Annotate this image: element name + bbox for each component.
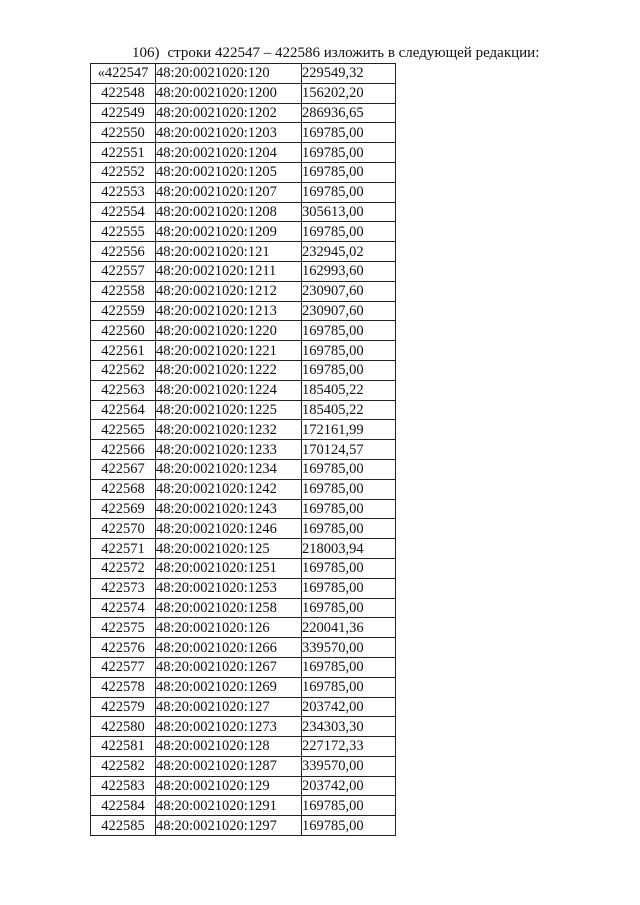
cadastral-number-cell: 48:20:0021020:127	[156, 697, 302, 717]
row-number-cell: 422584	[91, 796, 156, 816]
cadastral-number-cell: 48:20:0021020:1242	[156, 479, 302, 499]
row-number-cell: 422557	[91, 261, 156, 281]
value-cell: 234303,30	[302, 717, 396, 737]
row-number-cell: 422567	[91, 459, 156, 479]
value-cell: 169785,00	[302, 677, 396, 697]
value-cell: 170124,57	[302, 440, 396, 460]
value-cell: 162993,60	[302, 261, 396, 281]
value-cell: 339570,00	[302, 756, 396, 776]
table-row	[91, 459, 396, 479]
row-number-cell: 422549	[91, 103, 156, 123]
table-row	[91, 440, 396, 460]
item-number: 106)	[132, 45, 160, 61]
cadastral-number-cell: 48:20:0021020:1287	[156, 756, 302, 776]
table-row	[91, 618, 396, 638]
cadastral-number-cell: 48:20:0021020:1208	[156, 202, 302, 222]
table-row	[91, 638, 396, 658]
row-number-cell: 422583	[91, 776, 156, 796]
value-cell: 227172,33	[302, 737, 396, 757]
table-row	[91, 420, 396, 440]
value-cell: 305613,00	[302, 202, 396, 222]
row-number-cell: 422573	[91, 578, 156, 598]
cadastral-number-cell: 48:20:0021020:1224	[156, 380, 302, 400]
row-number-cell: 422576	[91, 638, 156, 658]
table-row	[91, 202, 396, 222]
cadastral-number-cell: 48:20:0021020:1207	[156, 182, 302, 202]
row-number-cell: 422565	[91, 420, 156, 440]
value-cell: 169785,00	[302, 657, 396, 677]
value-cell: 169785,00	[302, 519, 396, 539]
row-number-cell: 422570	[91, 519, 156, 539]
value-cell: 220041,36	[302, 618, 396, 638]
table-row	[91, 341, 396, 361]
cadastral-number-cell: 48:20:0021020:1225	[156, 400, 302, 420]
cadastral-number-cell: 48:20:0021020:125	[156, 539, 302, 559]
cadastral-number-cell: 48:20:0021020:1213	[156, 301, 302, 321]
row-number-cell: 422579	[91, 697, 156, 717]
row-number-cell: 422548	[91, 83, 156, 103]
value-cell: 169785,00	[302, 360, 396, 380]
value-cell: 169785,00	[302, 499, 396, 519]
value-cell: 169785,00	[302, 321, 396, 341]
table-row	[91, 64, 396, 84]
value-cell: 185405,22	[302, 380, 396, 400]
row-number-cell: 422575	[91, 618, 156, 638]
value-cell: 156202,20	[302, 83, 396, 103]
cadastral-number-cell: 48:20:0021020:1211	[156, 261, 302, 281]
row-number-cell: 422555	[91, 222, 156, 242]
value-cell: 169785,00	[302, 123, 396, 143]
cadastral-number-cell: 48:20:0021020:1246	[156, 519, 302, 539]
cadastral-number-cell: 48:20:0021020:1232	[156, 420, 302, 440]
cadastral-number-cell: 48:20:0021020:1251	[156, 558, 302, 578]
value-cell: 232945,02	[302, 242, 396, 262]
value-cell: 169785,00	[302, 796, 396, 816]
value-cell: 203742,00	[302, 776, 396, 796]
row-number-cell: 422559	[91, 301, 156, 321]
cadastral-number-cell: 48:20:0021020:1233	[156, 440, 302, 460]
table-row	[91, 261, 396, 281]
row-number-cell: 422563	[91, 380, 156, 400]
table-row	[91, 558, 396, 578]
row-number-cell: 422578	[91, 677, 156, 697]
cadastral-number-cell: 48:20:0021020:120	[156, 64, 302, 84]
cadastral-number-cell: 48:20:0021020:1222	[156, 360, 302, 380]
value-cell: 169785,00	[302, 578, 396, 598]
table-row	[91, 737, 396, 757]
row-number-cell: 422556	[91, 242, 156, 262]
table-row	[91, 598, 396, 618]
table-row	[91, 103, 396, 123]
row-number-cell: 422580	[91, 717, 156, 737]
table-row	[91, 578, 396, 598]
row-number-cell: «422547	[91, 64, 156, 84]
cadastral-number-cell: 48:20:0021020:121	[156, 242, 302, 262]
table-row	[91, 479, 396, 499]
table-row	[91, 519, 396, 539]
table-row	[91, 657, 396, 677]
table-row	[91, 242, 396, 262]
value-cell: 169785,00	[302, 816, 396, 836]
value-cell: 339570,00	[302, 638, 396, 658]
table-row	[91, 182, 396, 202]
cadastral-number-cell: 48:20:0021020:1220	[156, 321, 302, 341]
cadastral-number-cell: 48:20:0021020:1205	[156, 162, 302, 182]
row-number-cell: 422564	[91, 400, 156, 420]
table-row	[91, 380, 396, 400]
cadastral-number-cell: 48:20:0021020:129	[156, 776, 302, 796]
value-cell: 230907,60	[302, 301, 396, 321]
table-row	[91, 756, 396, 776]
table-row	[91, 143, 396, 163]
row-number-cell: 422572	[91, 558, 156, 578]
row-number-cell: 422582	[91, 756, 156, 776]
row-number-cell: 422560	[91, 321, 156, 341]
row-number-cell: 422566	[91, 440, 156, 460]
value-cell: 169785,00	[302, 341, 396, 361]
cadastral-number-cell: 48:20:0021020:1258	[156, 598, 302, 618]
value-cell: 169785,00	[302, 182, 396, 202]
row-number-cell: 422551	[91, 143, 156, 163]
table-row	[91, 816, 396, 836]
cadastral-number-cell: 48:20:0021020:1204	[156, 143, 302, 163]
table-row	[91, 360, 396, 380]
table-row	[91, 222, 396, 242]
value-cell: 185405,22	[302, 400, 396, 420]
cadastral-number-cell: 48:20:0021020:1243	[156, 499, 302, 519]
value-cell: 286936,65	[302, 103, 396, 123]
table-row	[91, 717, 396, 737]
cadastral-number-cell: 48:20:0021020:128	[156, 737, 302, 757]
value-cell: 169785,00	[302, 558, 396, 578]
cadastral-number-cell: 48:20:0021020:1200	[156, 83, 302, 103]
row-number-cell: 422568	[91, 479, 156, 499]
cadastral-number-cell: 48:20:0021020:1234	[156, 459, 302, 479]
row-number-cell: 422552	[91, 162, 156, 182]
cadastral-number-cell: 48:20:0021020:1203	[156, 123, 302, 143]
cadastral-number-cell: 48:20:0021020:1202	[156, 103, 302, 123]
row-number-cell: 422553	[91, 182, 156, 202]
row-number-cell: 422581	[91, 737, 156, 757]
value-cell: 218003,94	[302, 539, 396, 559]
value-cell: 172161,99	[302, 420, 396, 440]
row-number-cell: 422571	[91, 539, 156, 559]
value-cell: 203742,00	[302, 697, 396, 717]
row-number-cell: 422585	[91, 816, 156, 836]
value-cell: 229549,32	[302, 64, 396, 84]
value-cell: 169785,00	[302, 459, 396, 479]
table-row	[91, 677, 396, 697]
table-row	[91, 796, 396, 816]
value-cell: 169785,00	[302, 479, 396, 499]
amendment-heading	[132, 44, 539, 62]
value-cell: 169785,00	[302, 143, 396, 163]
row-number-cell: 422561	[91, 341, 156, 361]
cadastral-number-cell: 48:20:0021020:1297	[156, 816, 302, 836]
cadastral-number-cell: 48:20:0021020:1266	[156, 638, 302, 658]
value-cell: 230907,60	[302, 281, 396, 301]
table-row	[91, 400, 396, 420]
row-number-cell: 422569	[91, 499, 156, 519]
value-cell: 169785,00	[302, 598, 396, 618]
row-number-cell: 422554	[91, 202, 156, 222]
heading-text: строки 422547 – 422586 изложить в следующей редакции:	[167, 45, 540, 61]
cadastral-number-cell: 48:20:0021020:1209	[156, 222, 302, 242]
cadastral-number-cell: 48:20:0021020:1291	[156, 796, 302, 816]
row-number-cell: 422577	[91, 657, 156, 677]
table-row	[91, 162, 396, 182]
table-body	[91, 64, 396, 836]
table-row	[91, 697, 396, 717]
table-row	[91, 499, 396, 519]
cadastral-number-cell: 48:20:0021020:1267	[156, 657, 302, 677]
cadastral-number-cell: 48:20:0021020:1212	[156, 281, 302, 301]
row-number-cell: 422574	[91, 598, 156, 618]
table-row	[91, 539, 396, 559]
table-row	[91, 281, 396, 301]
row-number-cell: 422562	[91, 360, 156, 380]
cadastral-number-cell: 48:20:0021020:1221	[156, 341, 302, 361]
row-number-cell: 422558	[91, 281, 156, 301]
table-row	[91, 83, 396, 103]
table-row	[91, 123, 396, 143]
table-row	[91, 301, 396, 321]
cadastral-number-cell: 48:20:0021020:126	[156, 618, 302, 638]
cadastral-number-cell: 48:20:0021020:1253	[156, 578, 302, 598]
value-cell: 169785,00	[302, 222, 396, 242]
data-table	[90, 63, 396, 836]
row-number-cell: 422550	[91, 123, 156, 143]
table-row	[91, 321, 396, 341]
cadastral-number-cell: 48:20:0021020:1269	[156, 677, 302, 697]
value-cell: 169785,00	[302, 162, 396, 182]
table-row	[91, 776, 396, 796]
cadastral-number-cell: 48:20:0021020:1273	[156, 717, 302, 737]
